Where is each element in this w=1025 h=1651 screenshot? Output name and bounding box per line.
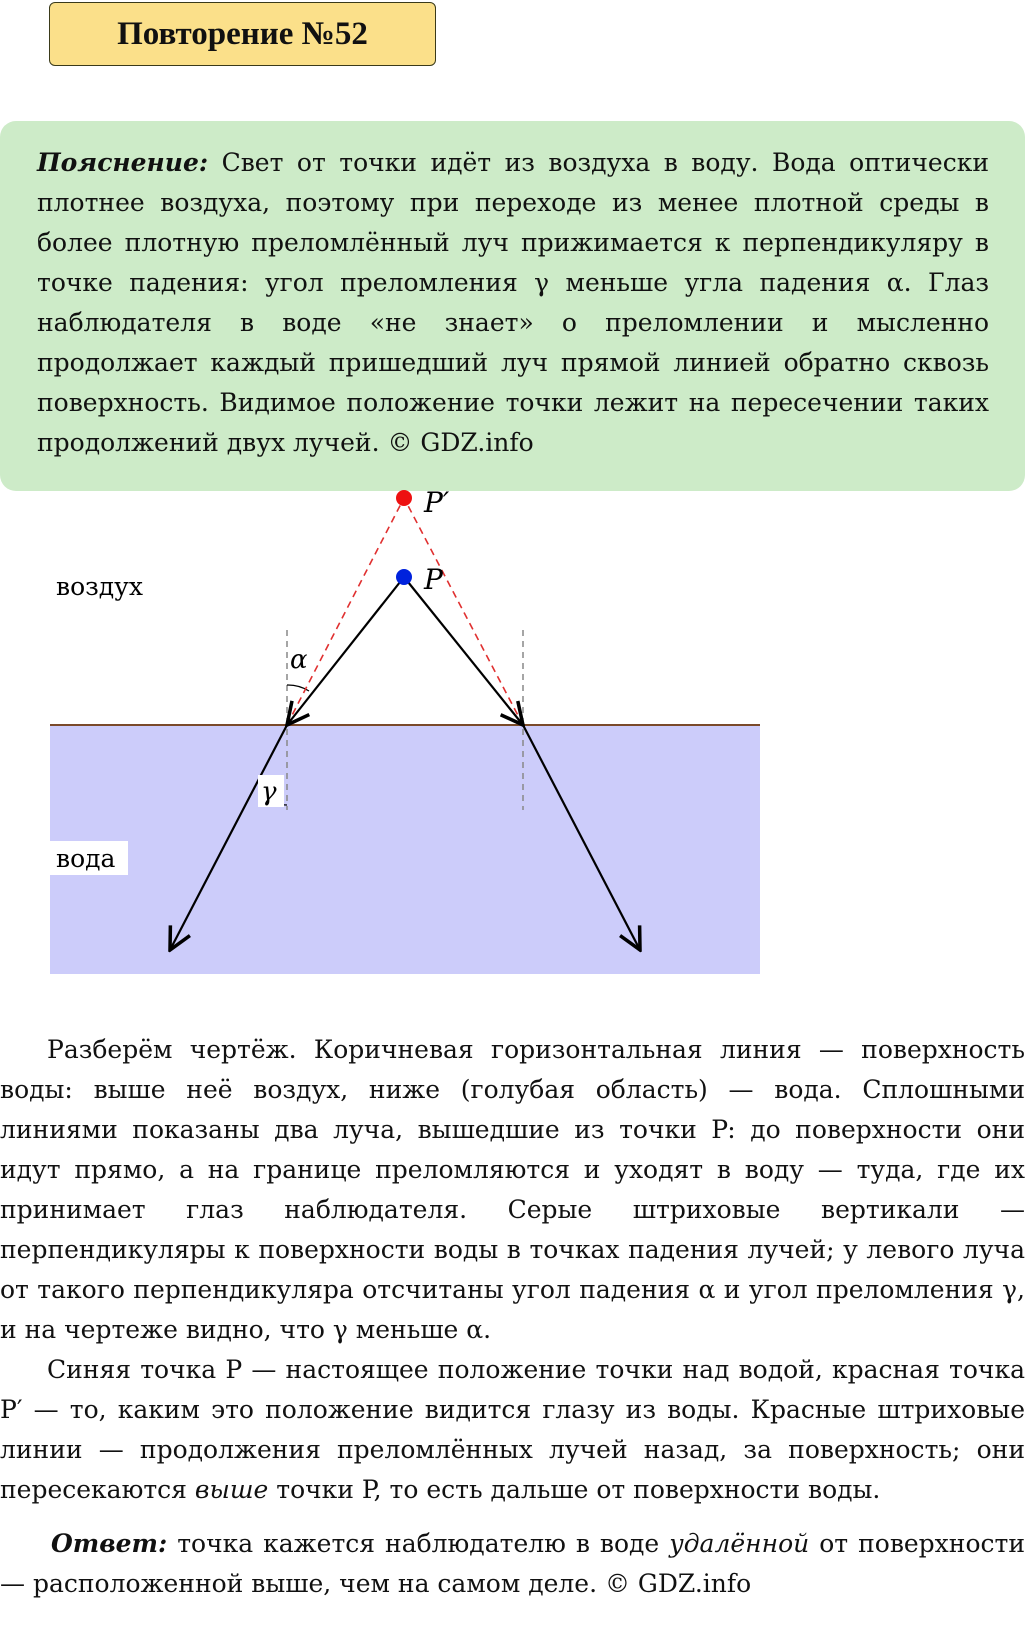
answer-part-1: точка кажется наблюдателю в воде bbox=[167, 1529, 670, 1558]
answer-paragraph bbox=[0, 1524, 1025, 1604]
main-text bbox=[0, 1030, 1025, 1604]
explanation-text: Свет от точки идёт из воздуха в воду. Вода оптически плотнее воздуха, поэтому при переходе из менее плотной среды в более плотную преломлённый луч прижимается к перпендикуляру в точке падения: угол преломления γ меньше угла падения α. Глаз наблюдателя в воде «не знает» о преломлении и мысленно продолжает каждый пришедший луч прямой линией обратно сквозь поверхность. Видимое положение точки лежит на пересечении таких продолжений двух лучей. © GDZ.info bbox=[37, 148, 989, 457]
explanation-label: Пояснение: bbox=[37, 148, 209, 177]
label-water: вода bbox=[56, 844, 116, 873]
label-gamma: γ bbox=[261, 777, 277, 807]
incident-ray-right bbox=[404, 577, 523, 725]
label-alpha: α bbox=[290, 645, 308, 675]
label-apparent-point: P′ bbox=[424, 486, 450, 519]
refraction-diagram bbox=[0, 486, 1025, 1035]
water-region bbox=[50, 725, 760, 974]
page-title-text: Повторение №52 bbox=[117, 15, 368, 52]
answer-emphasis: удалённой bbox=[669, 1529, 810, 1558]
answer-part-2: от поверхности — расположенной выше, чем на самом деле. © GDZ.info bbox=[0, 1529, 1025, 1598]
apparent-point bbox=[396, 490, 412, 506]
paragraph-2-part-2: точки P, то есть дальше от поверхности воды. bbox=[268, 1475, 881, 1504]
real-point bbox=[396, 569, 412, 585]
extension-left bbox=[287, 498, 404, 725]
label-air: воздух bbox=[56, 572, 143, 601]
explanation-box bbox=[0, 121, 1025, 491]
extension-right bbox=[404, 498, 523, 725]
page-title bbox=[49, 2, 436, 66]
label-real-point: P bbox=[424, 563, 443, 596]
paragraph-2-part-1: Синяя точка P — настоящее положение точки над водой, красная точка P′ — то, каким это положение видится глазу из воды. Красные штриховые линии — продолжения преломлённых лучей назад, за поверхность; они пересекаются bbox=[0, 1355, 1025, 1504]
paragraph-1: Разберём чертёж. Коричневая горизонтальная линия — поверхность воды: выше неё воздух, ниже (голубая область) — вода. Сплошными линиями показаны два луча, вышедшие из точки P: до поверхности они идут прямо, а на границе преломляются и уходят в воду — туда, где их принимает глаз наблюдателя. Серые штриховые вертикали — перпендикуляры к поверхности воды в точках падения лучей; у левого луча от такого перпендикуляра отсчитаны угол падения α и угол преломления γ, и на чертеже видно, что γ меньше α. bbox=[0, 1035, 1025, 1344]
paragraph-2 bbox=[0, 1350, 1025, 1510]
paragraph-2-emphasis: выше bbox=[194, 1475, 269, 1504]
answer-label: Ответ: bbox=[51, 1529, 168, 1558]
